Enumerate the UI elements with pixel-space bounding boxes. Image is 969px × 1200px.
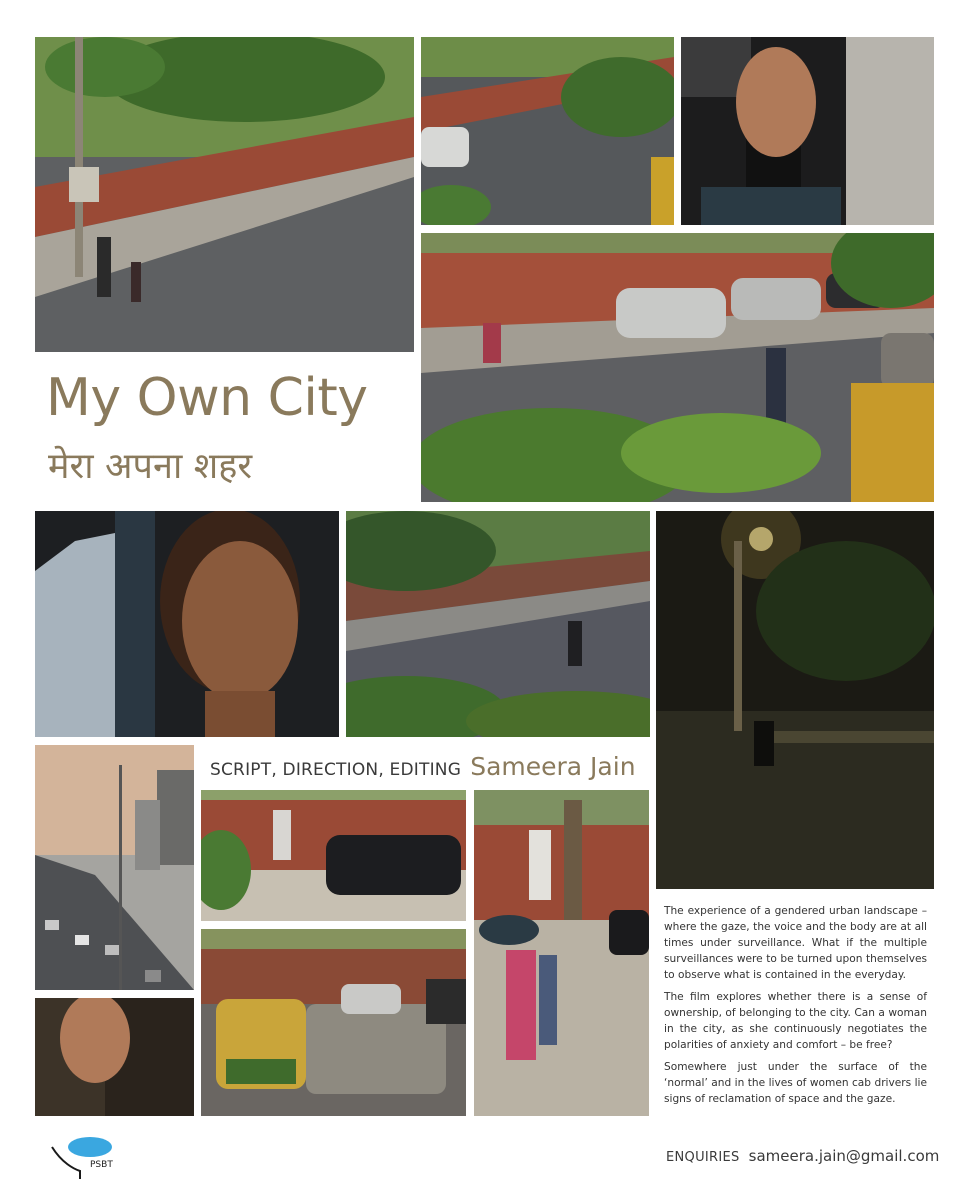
enquiries-line (666, 1146, 939, 1165)
photo-parked-car (201, 790, 466, 921)
credit-role: SCRIPT, DIRECTION, EDITING (210, 760, 462, 780)
photo-women-walking (474, 790, 649, 1116)
photo-autorickshaw-jeep (201, 929, 466, 1116)
psbt-logo (50, 1133, 120, 1181)
enquiries-label: ENQUIRIES (666, 1150, 740, 1165)
photo-night-street (656, 511, 934, 889)
film-title-hindi: मेरा अपना शहर (48, 446, 253, 487)
film-title-english: My Own City (46, 368, 368, 428)
photo-hand-metal (35, 998, 194, 1116)
photo-street-walker (346, 511, 650, 737)
enquiries-email[interactable]: sameera.jain@gmail.com (748, 1147, 940, 1165)
description-paragraph-3: Somewhere just under the surface of the ‘normal’ and in the lives of women cab drivers lie signs of reclamation of space and the gaze. (664, 1061, 927, 1105)
photo-woman-portrait (35, 511, 339, 737)
photo-street-car-umbrella (421, 37, 674, 225)
photo-traffic-road (35, 745, 194, 990)
photo-street-man-child (35, 37, 414, 352)
photo-street-parked-cars (421, 233, 934, 502)
credit-name: Sameera Jain (470, 752, 636, 781)
photo-hand-gear-stick (681, 37, 934, 225)
credit-line (210, 752, 636, 781)
psbt-logo-text: PSBT (90, 1160, 113, 1170)
description-paragraph-2: The film explores whether there is a sense of ownership, of belonging to the city. Can a woman in the city, as she continuously negotiates the polarities of anxiety and comfort – be free? (664, 991, 927, 1051)
film-description (664, 903, 927, 1113)
description-paragraph-1: The experience of a gendered urban landscape – where the gaze, the voice and the body are at all times under surveillance. What if the multiple surveillances were to be turned upon themselves to observe what is contained in the everyday. (664, 905, 927, 981)
